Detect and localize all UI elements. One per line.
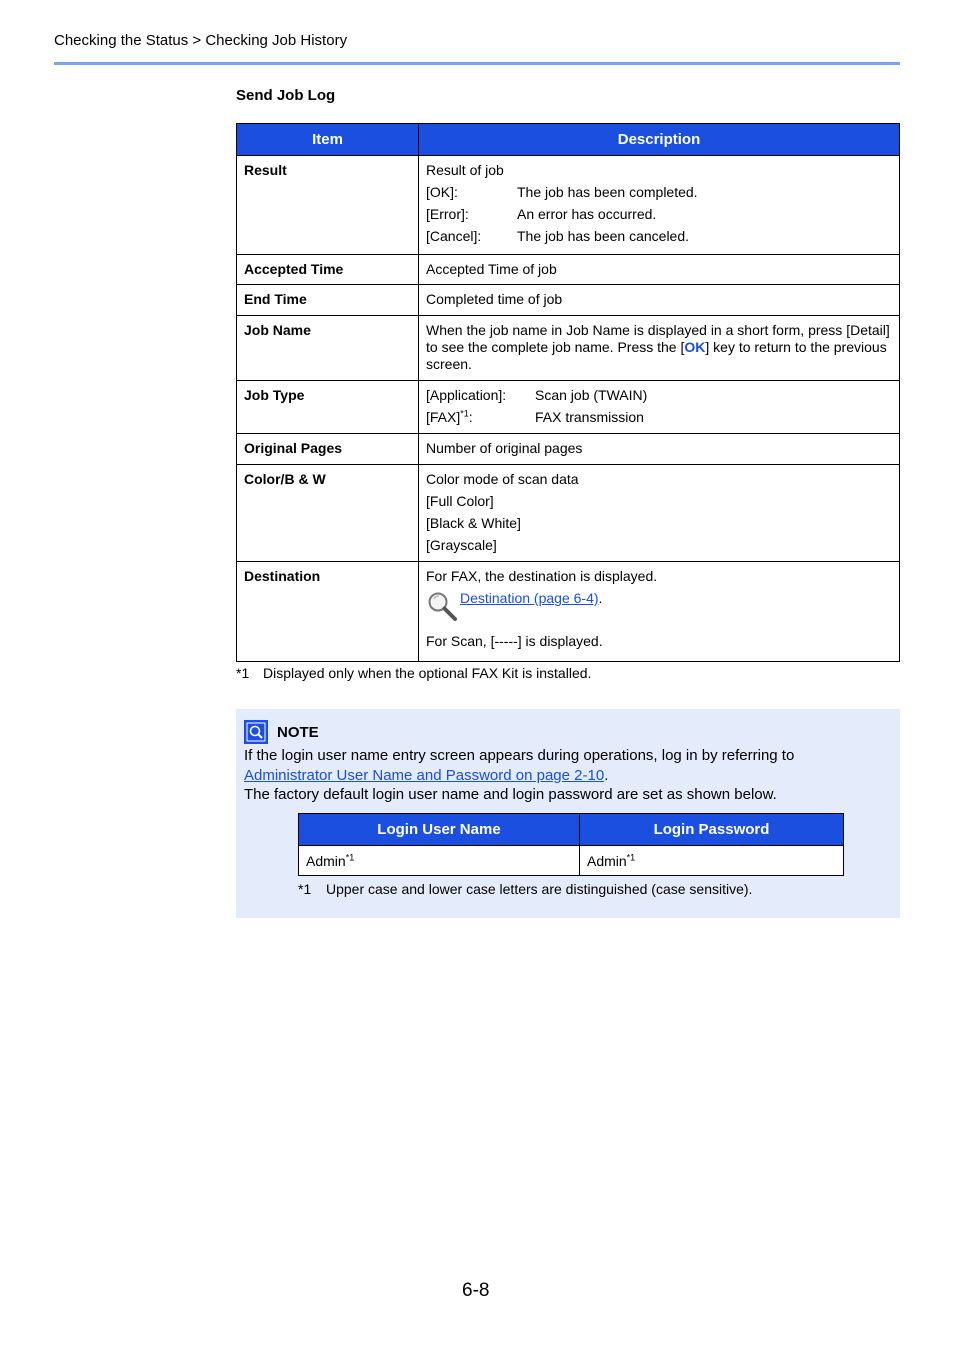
value-text: An error has occurred. [517, 206, 657, 222]
table-row-job-type [237, 381, 900, 434]
column-header-login-password: Login Password [579, 814, 843, 846]
value-key-colon: : [468, 409, 473, 425]
note-text: The factory default login user name and login password are set as shown below. [244, 786, 777, 803]
magnifier-note-icon [246, 722, 266, 742]
table-row-accepted-time [237, 255, 900, 285]
option-text: [Grayscale] [426, 537, 497, 553]
item-cell: Accepted Time [237, 255, 419, 285]
reference-row [426, 590, 892, 628]
note-text: If the login user name entry screen appears during operations, log in by referring to [244, 747, 795, 764]
value-text: The job has been completed. [517, 184, 698, 200]
cell-text: Admin [586, 852, 627, 869]
footnote-marker: *1 [345, 851, 355, 862]
header-rule [54, 62, 900, 65]
value-text: Scan job (TWAIN) [535, 387, 648, 403]
footnote-marker: *1 [298, 881, 312, 897]
footnote-text: Upper case and lower case letters are distinguished (case sensitive). [326, 881, 753, 897]
login-user-name-cell [299, 846, 580, 876]
breadcrumb: Checking the Status > Checking Job History [54, 32, 348, 49]
option-text: [Black & White] [426, 515, 521, 531]
value-key: [Cancel]: [426, 228, 482, 244]
item-cell: End Time [237, 285, 419, 316]
column-header-item: Item [237, 124, 419, 156]
column-header-login-user-name: Login User Name [299, 814, 580, 846]
value-text: The job has been canceled. [517, 228, 690, 244]
cell-text: Admin [306, 852, 346, 869]
item-cell: Job Type [237, 381, 419, 434]
destination-link[interactable]: Destination (page 6-4) [460, 590, 599, 606]
table-row-original-pages [237, 434, 900, 465]
description-cell [419, 316, 900, 381]
description-text: Color mode of scan data [426, 471, 579, 487]
login-password-cell [579, 846, 843, 876]
note-icon [244, 720, 268, 744]
description-text: For Scan, [-----] is displayed. [426, 633, 603, 649]
table-row [299, 846, 844, 876]
description-cell: Accepted Time of job [419, 255, 900, 285]
footnote-marker: *1 [236, 665, 250, 681]
table-row-color [237, 465, 900, 562]
admin-password-link[interactable]: Administrator User Name and Password on page 2-10 [244, 766, 605, 784]
description-cell [419, 465, 900, 562]
ok-key-label: OK [684, 339, 706, 355]
item-cell: Destination [237, 562, 419, 662]
value-text: FAX transmission [535, 409, 644, 425]
login-defaults-table [298, 813, 844, 876]
option-text: [Full Color] [426, 493, 494, 509]
value-key: [FAX] [426, 409, 461, 425]
item-cell: Original Pages [237, 434, 419, 465]
table-row-job-name [237, 316, 900, 381]
section-title: Send Job Log [236, 87, 336, 104]
table-row-destination [237, 562, 900, 662]
link-suffix: . [598, 590, 603, 606]
value-key: [Error]: [426, 206, 469, 222]
note-body [244, 746, 884, 805]
description-text: For FAX, the destination is displayed. [426, 568, 658, 584]
magnifier-icon [426, 590, 460, 624]
value-key: [Application]: [426, 387, 507, 403]
description-text: Result of job [426, 162, 504, 178]
description-cell [419, 381, 900, 434]
footnote-marker: *1 [626, 851, 636, 862]
table-row-end-time [237, 285, 900, 316]
footnote-marker: *1 [460, 408, 469, 419]
item-cell: Job Name [237, 316, 419, 381]
value-key: [OK]: [426, 184, 458, 200]
note-footnote [298, 881, 752, 897]
description-cell: Completed time of job [419, 285, 900, 316]
table-header-row [237, 124, 900, 156]
note-box [236, 709, 900, 918]
description-cell [419, 156, 900, 255]
description-cell [419, 562, 900, 662]
description-text: ] key to return to the previous screen. [426, 339, 887, 372]
description-cell: Number of original pages [419, 434, 900, 465]
description-text: When the job name in Job Name is displayed in a short form, press [Detail] to see the complete job name. Press the [ [426, 322, 890, 355]
link-suffix: . [604, 766, 609, 784]
table-header-row [299, 814, 844, 846]
table-footnote [236, 665, 591, 681]
column-header-description: Description [419, 124, 900, 156]
footnote-text: Displayed only when the optional FAX Kit is installed. [263, 665, 592, 681]
note-label: NOTE [277, 723, 319, 741]
item-cell: Color/B & W [237, 465, 419, 562]
table-row-result [237, 156, 900, 255]
page-number: 6-8 [462, 1280, 490, 1301]
item-cell: Result [237, 156, 419, 255]
send-job-log-table [236, 123, 900, 662]
note-header [244, 720, 319, 744]
